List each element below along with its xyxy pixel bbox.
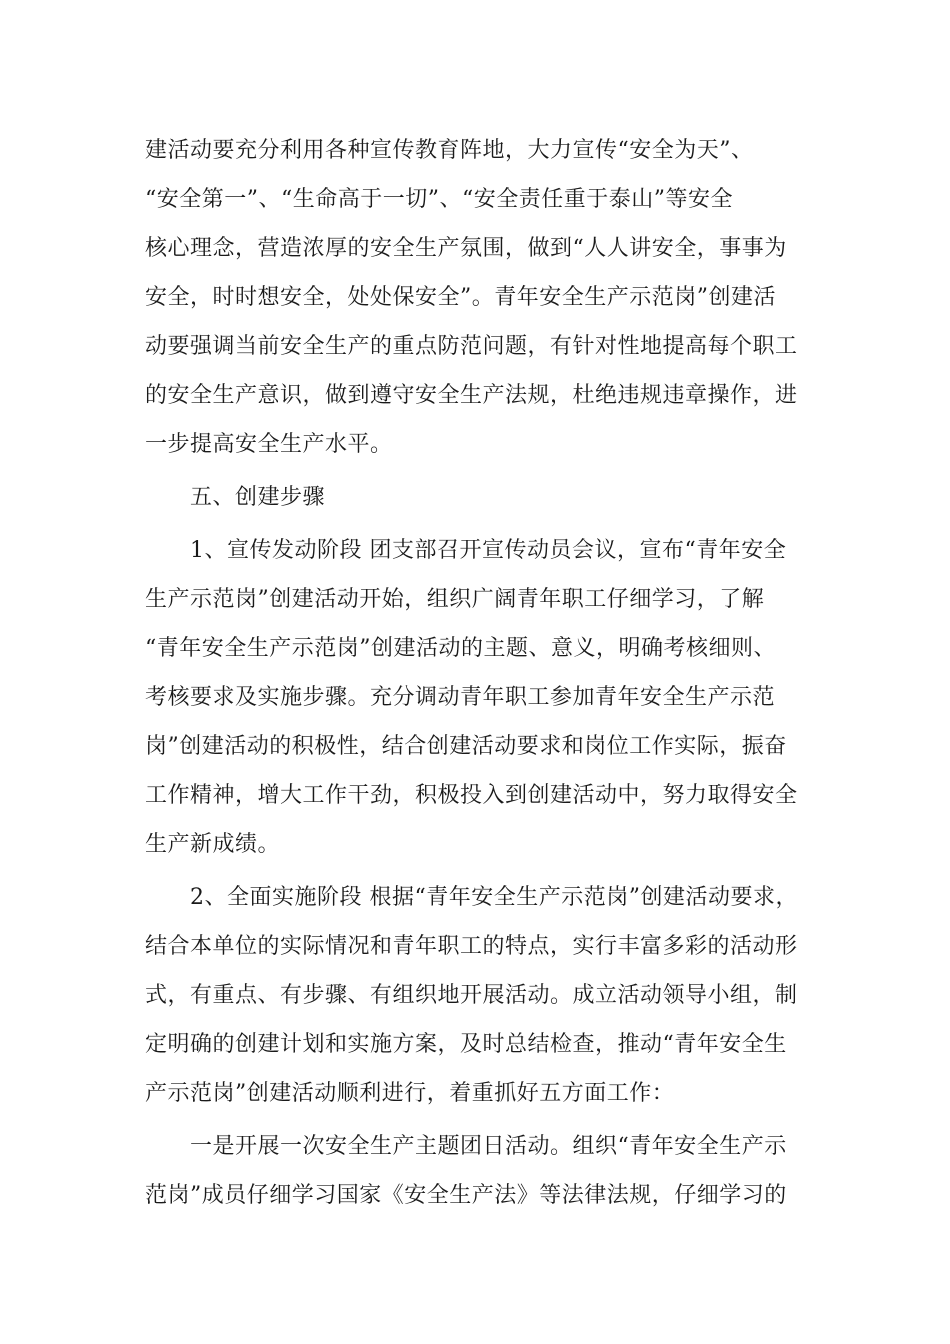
paragraph-start: 1、宣传发动阶段 团支部召开宣传动员会议，宣布“青年安全	[190, 538, 787, 563]
text-line: 产示范岗”创建活动顺利进行，着重抓好五方面工作：	[145, 1081, 675, 1106]
text-line: 定明确的创建计划和实施方案，及时总结检查，推动“青年安全生	[145, 1032, 787, 1057]
text-line: 范岗”成员仔细学习国家《安全生产法》等法律法规，仔细学习的	[145, 1183, 787, 1208]
text-line: 建活动要充分利用各种宣传教育阵地，大力宣传“安全为天”、	[145, 138, 754, 163]
section-heading: 五、创建步骤	[190, 485, 326, 510]
text-line: 动要强调当前安全生产的重点防范问题，有针对性地提高每个职工	[145, 334, 798, 359]
text-line: 生产新成绩。	[145, 832, 281, 857]
text-line: 式，有重点、有步骤、有组织地开展活动。成立活动领导小组，制	[145, 983, 798, 1008]
text-line: 安全，时时想安全，处处保安全”。青年安全生产示范岗”创建活	[145, 285, 776, 310]
paragraph-start: 一是开展一次安全生产主题团日活动。组织“青年安全生产示	[190, 1134, 787, 1159]
text-line: “青年安全生产示范岗”创建活动的主题、意义，明确考核细则、	[145, 636, 776, 661]
text-line: 一步提高安全生产水平。	[145, 432, 393, 457]
text-line: 核心理念，营造浓厚的安全生产氛围，做到“人人讲安全，事事为	[145, 236, 787, 261]
text-line: 工作精神，增大工作干劲，积极投入到创建活动中，努力取得安全	[145, 783, 798, 808]
text-line: 岗”创建活动的积极性，结合创建活动要求和岗位工作实际，振奋	[145, 734, 787, 759]
text-line: 结合本单位的实际情况和青年职工的特点，实行丰富多彩的活动形	[145, 934, 798, 959]
text-line: 生产示范岗”创建活动开始，组织广阔青年职工仔细学习，了解	[145, 587, 765, 612]
text-line: 的安全生产意识，做到遵守安全生产法规，杜绝违规违章操作，进	[145, 383, 798, 408]
text-line: “安全第一”、“生命高于一切”、“安全责任重于泰山”等安全	[145, 187, 733, 212]
paragraph-start: 2、全面实施阶段 根据“青年安全生产示范岗”创建活动要求，	[190, 885, 798, 910]
text-line: 考核要求及实施步骤。充分调动青年职工参加青年安全生产示范	[145, 685, 776, 710]
